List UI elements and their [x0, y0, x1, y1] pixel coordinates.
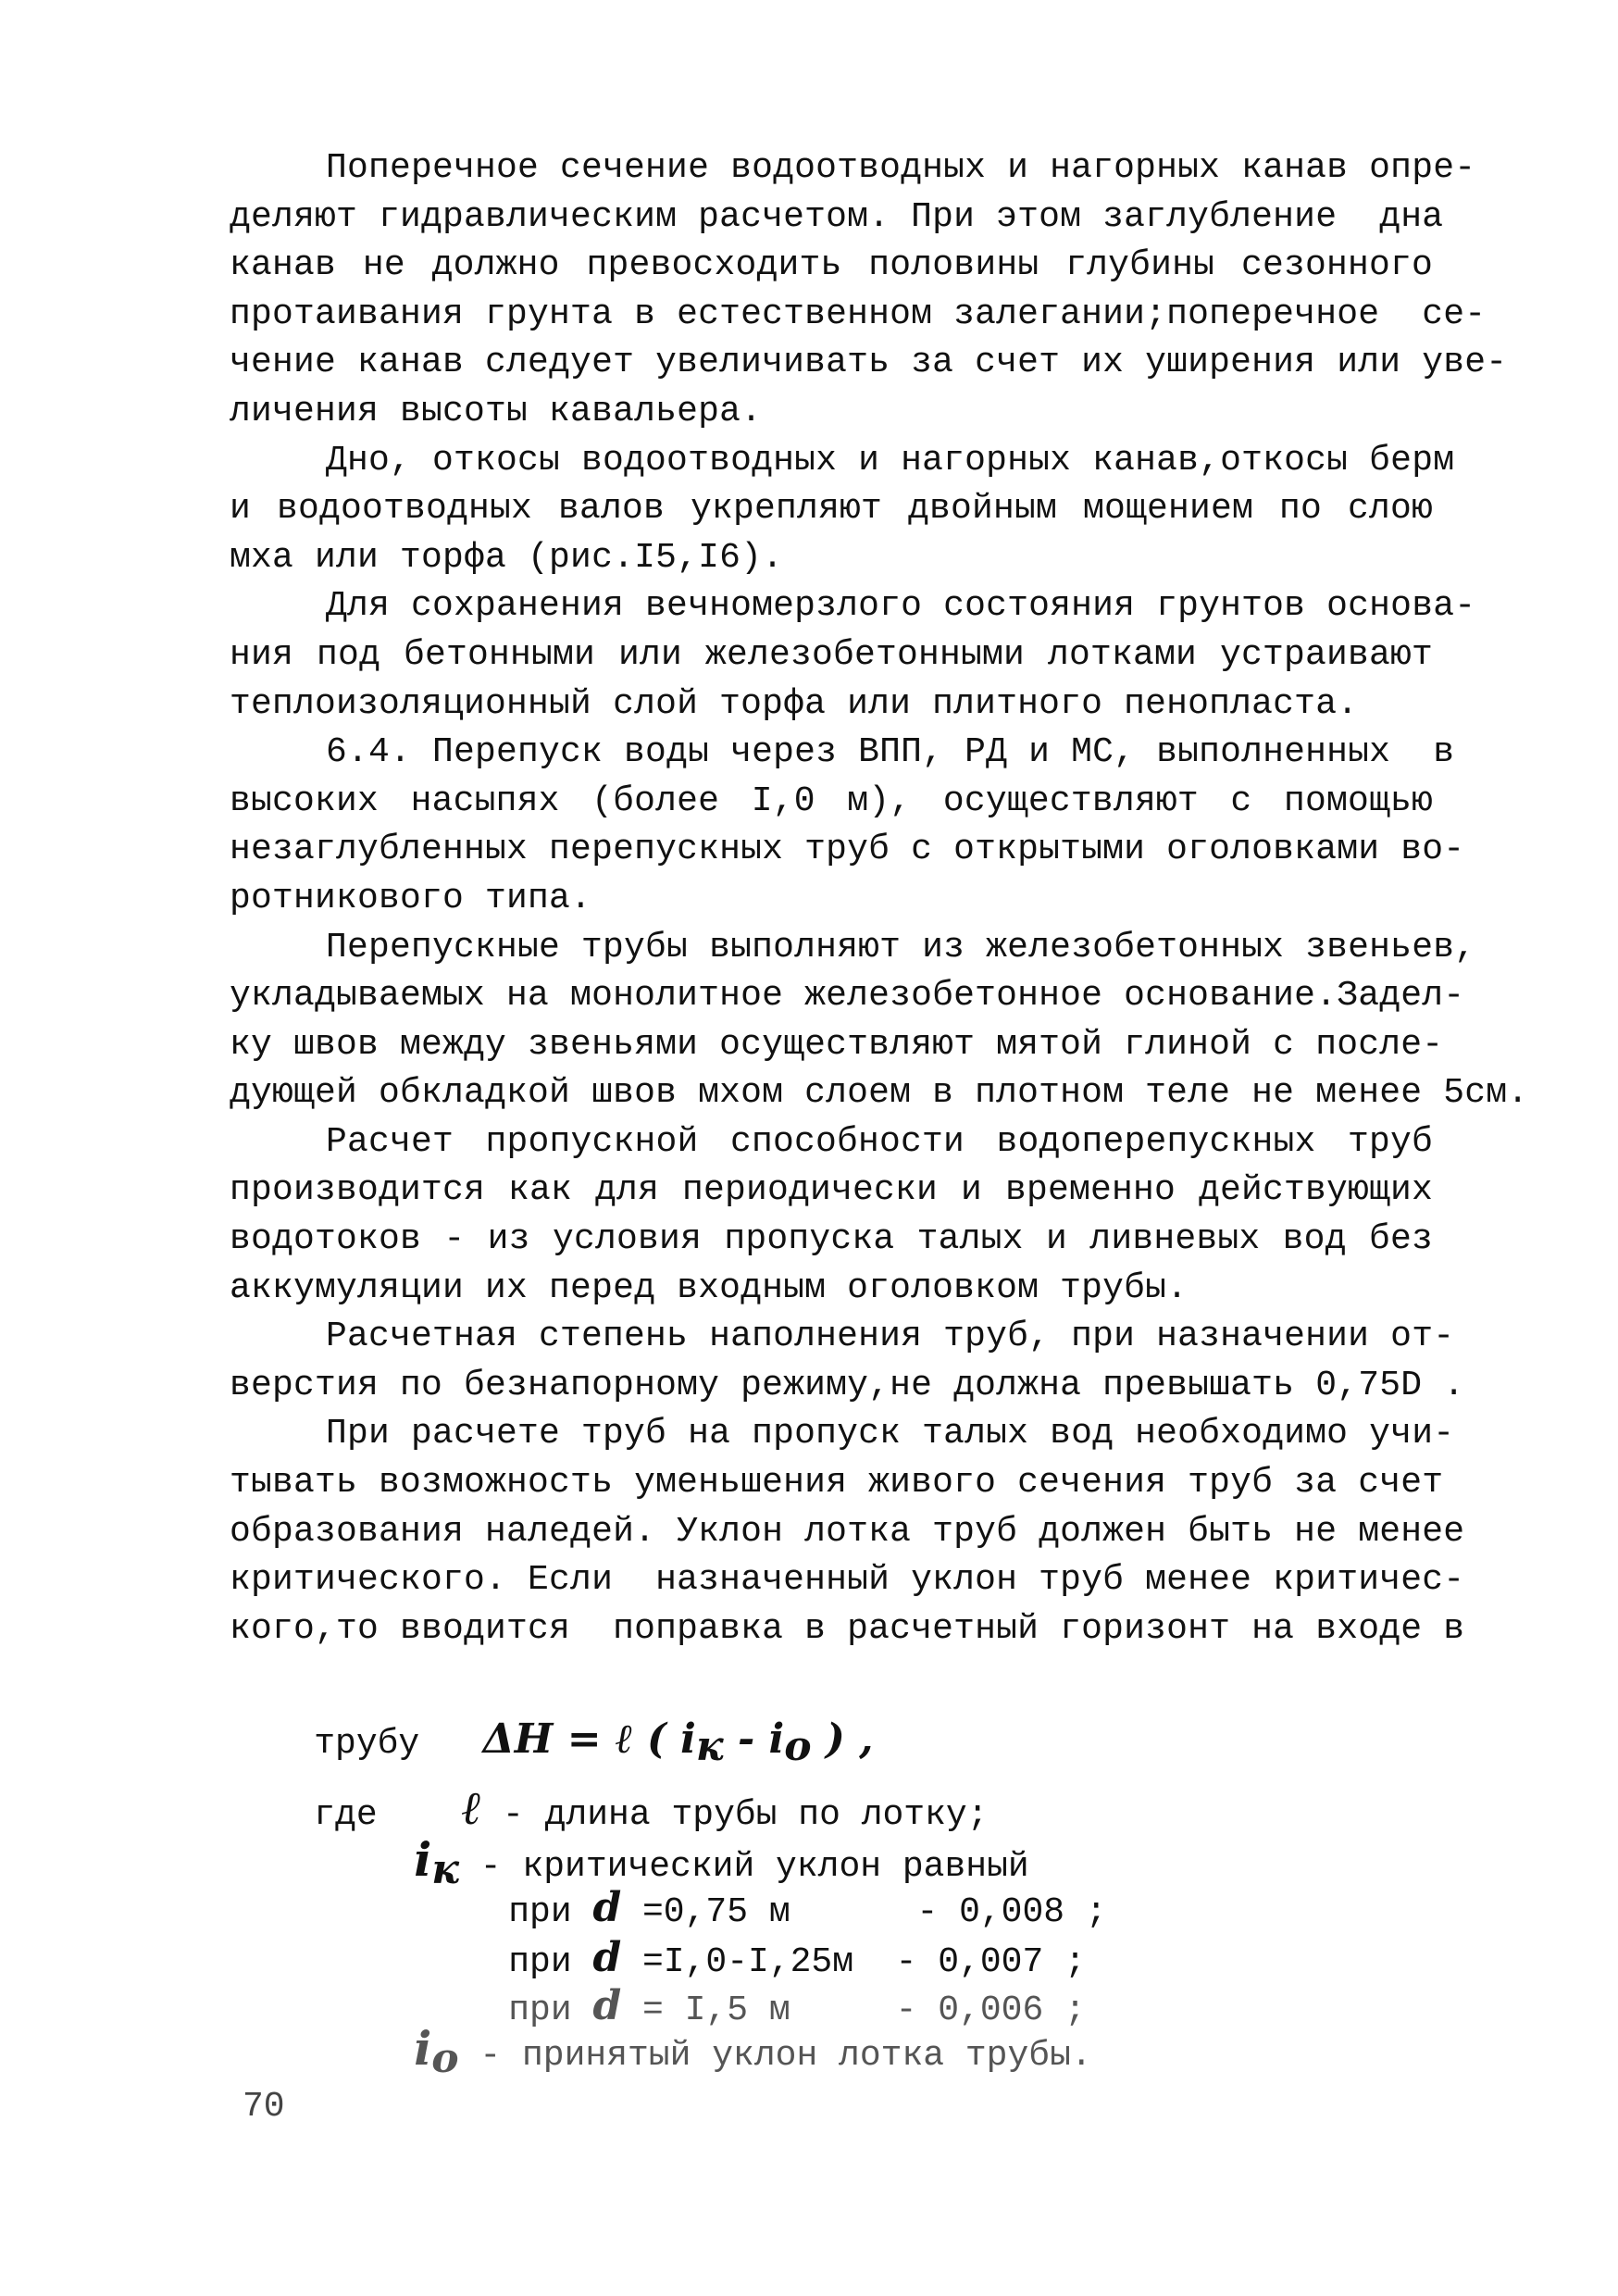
text-line: и водоотводных валов укрепляют двойным мощением по слою	[230, 489, 1433, 530]
text-line: канав не должно превосходить половины глубины сезонного	[230, 245, 1433, 286]
text-line: ку швов между звеньями осуществляют мятой глиной с после-	[230, 1024, 1444, 1065]
row-prefix: при	[508, 1942, 593, 1982]
text-line: личения высоты кавальера.	[230, 391, 763, 431]
text-line: чение канав следует увеличивать за счет их уширения или уве-	[230, 343, 1508, 383]
text-line: 6.4. Перепуск воды через ВПП, РД и МС, выполненных в	[326, 732, 1455, 773]
text-line: Расчетная степень наполнения труб, при назначении от-	[326, 1316, 1455, 1357]
text-line: Для сохранения вечномерзлого состояния грунтов основа-	[326, 586, 1476, 627]
formula-expression: ΔH = ℓ ( i	[482, 1716, 696, 1763]
paragraph-2	[230, 437, 1455, 583]
d-symbol: d	[592, 1934, 622, 1981]
where-label: где	[314, 1795, 378, 1835]
text-line: критического. Если назначенный уклон труб менее критичес-	[230, 1560, 1465, 1601]
text-line: незаглубленных перепускных труб с открытыми оголовками во-	[230, 830, 1465, 870]
text-line: Дно, откосы водоотводных и нагорных канав,откосы берм	[326, 440, 1455, 480]
text-line: верстия по безнапорному режиму,не должна превышать 0,75D .	[230, 1365, 1465, 1405]
text-line: укладываемых на монолитное железобетонное основание.Задел-	[230, 976, 1465, 1017]
row-value: =0,75 м - 0,008 ;	[621, 1892, 1107, 1932]
paragraph-8	[230, 1410, 1465, 1653]
text-line: мха или торфа (рис.I5,I6).	[230, 537, 784, 578]
text-line: производится как для периодически и временно действующих	[230, 1170, 1433, 1211]
text-line: образования наледей. Уклон лотка труб должен быть не менее	[230, 1511, 1465, 1552]
formula-sub-k: к	[695, 1723, 724, 1770]
formula-lead: трубу	[314, 1724, 420, 1764]
ik-symbol: i	[414, 1832, 432, 1887]
l-symbol: ℓ	[461, 1780, 482, 1835]
row-prefix: при	[508, 1990, 593, 2030]
page-number: 70	[243, 2087, 285, 2127]
text-line: деляют гидравлическим расчетом. При этом заглубление дна	[230, 196, 1444, 237]
formula-sub-o: о	[784, 1723, 812, 1770]
d-symbol: d	[592, 1982, 622, 2029]
io-definition: - принятый уклон лотка трубы.	[458, 2036, 1092, 2076]
text-line: дующей обкладкой швов мхом слоем в плотном теле не менее 5см.	[230, 1073, 1529, 1114]
body-text	[230, 144, 1529, 1653]
paragraph-4	[230, 729, 1465, 923]
text-line: ротникового типа.	[230, 878, 592, 918]
paragraph-3	[230, 582, 1476, 729]
formula-tail: ) ,	[811, 1716, 874, 1763]
text-line: водотоков - из условия пропуска талых и ливневых вод без	[230, 1219, 1433, 1260]
paragraph-7	[230, 1313, 1465, 1410]
text-line: Расчет пропускной способности водоперепускных труб	[326, 1121, 1433, 1162]
formula-middle: - i	[723, 1716, 785, 1763]
text-line: Перепускные трубы выполняют из железобетонных звеньев,	[326, 927, 1476, 967]
io-subscript: о	[431, 2035, 459, 2082]
io-symbol: i	[414, 2021, 432, 2076]
paragraph-1	[230, 144, 1508, 437]
l-definition: - длина трубы по лотку;	[481, 1795, 989, 1835]
definition-io	[330, 1981, 1092, 2122]
row-value: =I,0-I,25м - 0,007 ;	[621, 1942, 1086, 1982]
text-line: При расчете труб на пропуск талых вод необходимо учи-	[326, 1414, 1455, 1454]
paragraph-6	[230, 1118, 1433, 1313]
paragraph-5	[230, 924, 1529, 1118]
row-prefix: при	[508, 1892, 593, 1932]
text-line: ния под бетонными или железобетонными лотками устраивают	[230, 634, 1433, 675]
d-symbol: d	[592, 1884, 622, 1931]
text-line: Поперечное сечение водоотводных и нагорных канав опре-	[326, 148, 1476, 188]
row-value: = I,5 м - 0,006 ;	[621, 1990, 1086, 2030]
text-line: высоких насыпях (более I,0 м), осуществляют с помощью	[230, 780, 1433, 821]
ik-definition: - критический уклон равный	[459, 1847, 1029, 1887]
ik-subscript: к	[431, 1846, 459, 1893]
text-line: тывать возможность уменьшения живого сечения труб за счет	[230, 1463, 1444, 1504]
text-line: аккумуляции их перед входным оголовком трубы.	[230, 1267, 1189, 1308]
text-line: кого,то вводится поправка в расчетный горизонт на входе в	[230, 1608, 1465, 1649]
text-line: теплоизоляционный слой торфа или плитного пенопласта.	[230, 683, 1359, 724]
text-line: протаивания грунта в естественном залегании;поперечное се-	[230, 293, 1487, 334]
